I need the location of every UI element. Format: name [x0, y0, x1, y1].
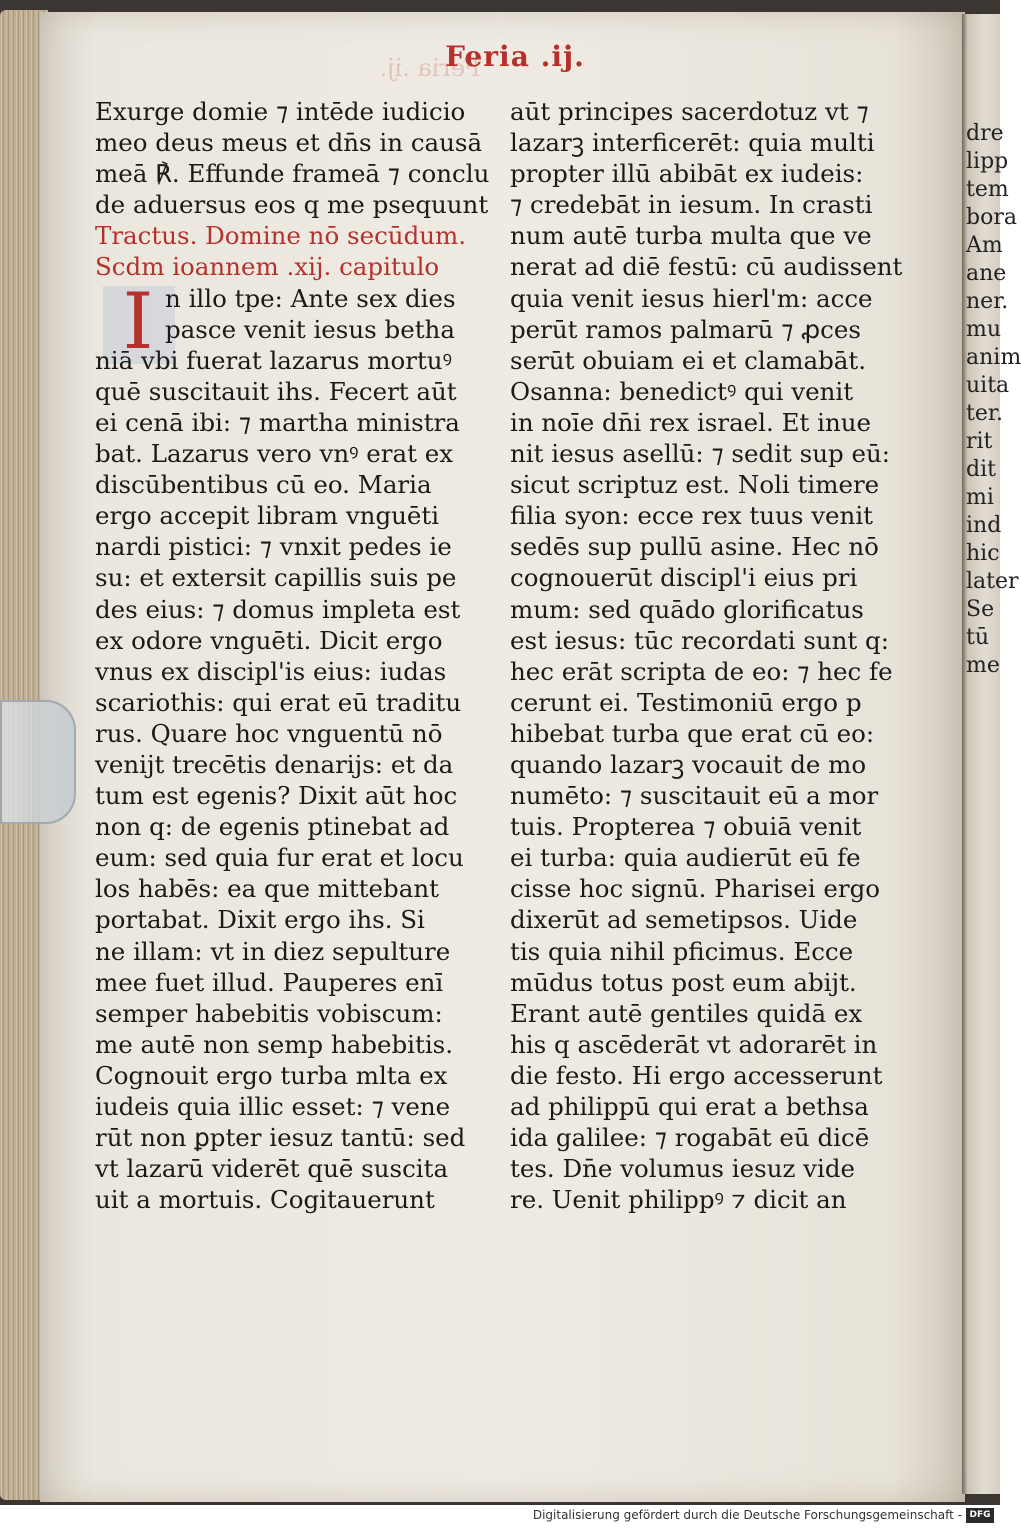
- text-line: re. Uenit philippꝰ ⁊ dicit an: [510, 1185, 847, 1215]
- left-text-column: [95, 96, 490, 1215]
- text-line: scariothis: qui erat eū traditu: [95, 687, 462, 717]
- text-line: rūt non ꝑpter iesuz tantū: sed: [95, 1123, 466, 1153]
- text-line: ergo accepit libram vnguēti: [95, 501, 440, 531]
- text-line: dixerūt ad semetipsos. Uide: [510, 905, 858, 935]
- text-line: aūt principes sacerdotuz vt ⁊: [510, 97, 869, 126]
- text-line: des eius: ⁊ domus impleta est: [95, 594, 461, 624]
- text-line: Exurge domie ⁊ intēde iudicio: [95, 97, 466, 126]
- text-line: los habēs: ea que mittebant: [95, 874, 439, 904]
- text-line: ida galilee: ⁊ rogabāt eū dicē: [510, 1123, 870, 1153]
- text-line: rus. Quare hoc vnguentū nō: [95, 718, 443, 748]
- text-line: cognouerūt discipl'i eius pri: [510, 563, 858, 593]
- text-line: tis quia nihil pficimus. Ecce: [510, 936, 854, 966]
- text-line: vnus ex discipl'is eius: iudas: [95, 656, 447, 686]
- text-line: mee fuet illud. Pauperes enī: [95, 967, 444, 997]
- text-line: Tractus. Domine nō secūdum.: [95, 221, 467, 251]
- text-line: meā ℟. Effunde frameā ⁊ conclu: [95, 159, 490, 189]
- text-line: die festo. Hi ergo accesserunt: [510, 1060, 883, 1090]
- next-page-fragment: me: [966, 653, 1000, 678]
- text-line: cerunt ei. Testimoniū ergo p: [510, 687, 862, 717]
- next-page-fragment: ner.: [966, 289, 1009, 314]
- text-line: sedēs sup pullū asine. Hec nō: [510, 532, 879, 562]
- text-line: serūt obuiam ei et clamabāt.: [510, 345, 867, 375]
- text-line: su: et extersit capillis suis pe: [95, 563, 457, 593]
- next-page-fragment: tū: [966, 625, 990, 650]
- next-page-fragment: ter.: [966, 401, 1003, 426]
- next-page-fragment: mu: [966, 317, 1002, 342]
- text-line: quē suscitauit ihs. Fecert aūt: [95, 376, 457, 406]
- text-line: propter illū abibāt ex iudeis:: [510, 159, 864, 189]
- next-page-fragment: tem: [966, 177, 1009, 202]
- decorated-initial: I: [122, 277, 154, 367]
- footer-credit: Digitalisierung gefördert durch die Deutsche Forschungsgemeinschaft -: [532, 1508, 962, 1522]
- text-line: n illo tpe: Ante sex dies: [165, 283, 456, 313]
- next-page-fragment: dre: [966, 121, 1004, 146]
- next-page-fragment: hic: [966, 541, 1000, 566]
- text-line: lazarꝫ interficerēt: quia multi: [510, 128, 875, 158]
- next-page-text: [966, 120, 1021, 680]
- text-line: iudeis quia illic esset: ⁊ vene: [95, 1092, 451, 1121]
- text-line: est iesus: tūc recordati sunt q:: [510, 625, 889, 655]
- text-line: Osanna: benedictꝰ qui venit: [510, 376, 854, 406]
- text-line: nit iesus asellū: ⁊ sedit sup eū:: [510, 439, 891, 469]
- text-line: nerat ad diē festū: cū audissent: [510, 252, 903, 282]
- text-line: sicut scriptuz est. Noli timere: [510, 470, 880, 500]
- next-page-fragment: Am: [966, 233, 1003, 258]
- next-page-fragment: dit: [966, 457, 996, 482]
- next-page-fragment: ind: [966, 513, 1002, 538]
- text-line: quando lazarꝫ vocauit de mo: [510, 749, 867, 779]
- text-line: semper habebitis vobiscum:: [95, 998, 443, 1028]
- text-line: ei cenā ibi: ⁊ martha ministra: [95, 407, 460, 437]
- text-line: nardi pistici: ⁊ vnxit pedes ie: [95, 532, 452, 562]
- text-line: perūt ramos palmarū ⁊ ꝓces: [510, 314, 861, 344]
- text-line: quia venit iesus hierl'm: acce: [510, 283, 873, 313]
- text-line: in noīe dn̄i rex israel. Et inue: [510, 407, 872, 437]
- text-line: tuis. Propterea ⁊ obuiā venit: [510, 812, 862, 842]
- text-line: hibebat turba que erat cū eo:: [510, 718, 875, 748]
- text-line: filia syon: ecce rex tuus venit: [510, 501, 874, 531]
- text-line: cisse hoc signū. Pharisei ergo: [510, 874, 881, 904]
- text-line: vt lazarū viderēt quē suscita: [95, 1154, 449, 1184]
- next-page-fragment: bora: [966, 205, 1017, 230]
- next-page-fragment: mi: [966, 485, 994, 510]
- text-line: de aduersus eos q me psequunt: [95, 190, 489, 220]
- next-page-fragment: later: [966, 569, 1019, 594]
- text-line: Cognouit ergo turba mlta ex: [95, 1060, 448, 1090]
- text-line: ad philippū qui erat a bethsa: [510, 1092, 869, 1121]
- page-heading: Feria .ij.: [445, 40, 585, 73]
- text-line: me autē non semp habebitis.: [95, 1029, 454, 1059]
- text-line: num autē turba multa que ve: [510, 221, 872, 251]
- next-page-fragment: anim: [966, 345, 1021, 370]
- text-line: tum est egenis? Dixit aūt hoc: [95, 781, 458, 811]
- text-line: uit a mortuis. Cogitauerunt: [95, 1185, 435, 1215]
- book-clasp: [0, 700, 76, 824]
- text-line: discūbentibus cū eo. Maria: [95, 470, 432, 500]
- text-line: eum: sed quia fur erat et locu: [95, 843, 464, 873]
- text-line: niā vbi fuerat lazarus mortuꝰ: [95, 345, 452, 375]
- right-text-column: [510, 96, 903, 1215]
- next-page-fragment: uita: [966, 373, 1010, 398]
- next-page-fragment: lipp: [966, 149, 1009, 174]
- text-line: mum: sed quādo glorificatus: [510, 594, 864, 624]
- footer-bar: [0, 1505, 1000, 1528]
- next-page-fragment: Se: [966, 597, 995, 622]
- text-line: venijt trecētis denarijs: et da: [95, 749, 454, 779]
- text-line: numēto: ⁊ suscitauit eū a mor: [510, 781, 879, 811]
- header-bleedthrough: Feria .ij.: [379, 54, 481, 82]
- next-page-fragment: rit: [966, 429, 993, 454]
- text-line: his q ascēderāt vt adorarēt in: [510, 1029, 878, 1059]
- text-line: ei turba: quia audierūt eū fe: [510, 843, 861, 873]
- text-line: ⁊ credebāt in iesum. In crasti: [510, 190, 873, 220]
- text-line: hec erāt scripta de eo: ⁊ hec fe: [510, 656, 893, 686]
- next-page-fragment: ane: [966, 261, 1007, 286]
- dfg-logo: DFG: [966, 1508, 994, 1523]
- text-line: tes. Dn̄e volumus iesuz vide: [510, 1154, 856, 1184]
- text-line: pasce venit iesus betha: [165, 314, 455, 344]
- text-line: mūdus totus post eum abijt.: [510, 967, 857, 997]
- text-line: portabat. Dixit ergo ihs. Si: [95, 905, 425, 935]
- text-line: Erant autē gentiles quidā ex: [510, 998, 863, 1028]
- text-line: bat. Lazarus vero vnꝰ erat ex: [95, 439, 454, 469]
- text-line: ex odore vnguēti. Dicit ergo: [95, 625, 443, 655]
- text-line: non q: de egenis ptinebat ad: [95, 812, 450, 842]
- text-line: ne illam: vt in diez sepulture: [95, 936, 451, 966]
- text-line: meo deus meus et dn̄s in causā: [95, 128, 483, 158]
- text-line: Scdm ioannem .xij. capitulo: [95, 252, 440, 282]
